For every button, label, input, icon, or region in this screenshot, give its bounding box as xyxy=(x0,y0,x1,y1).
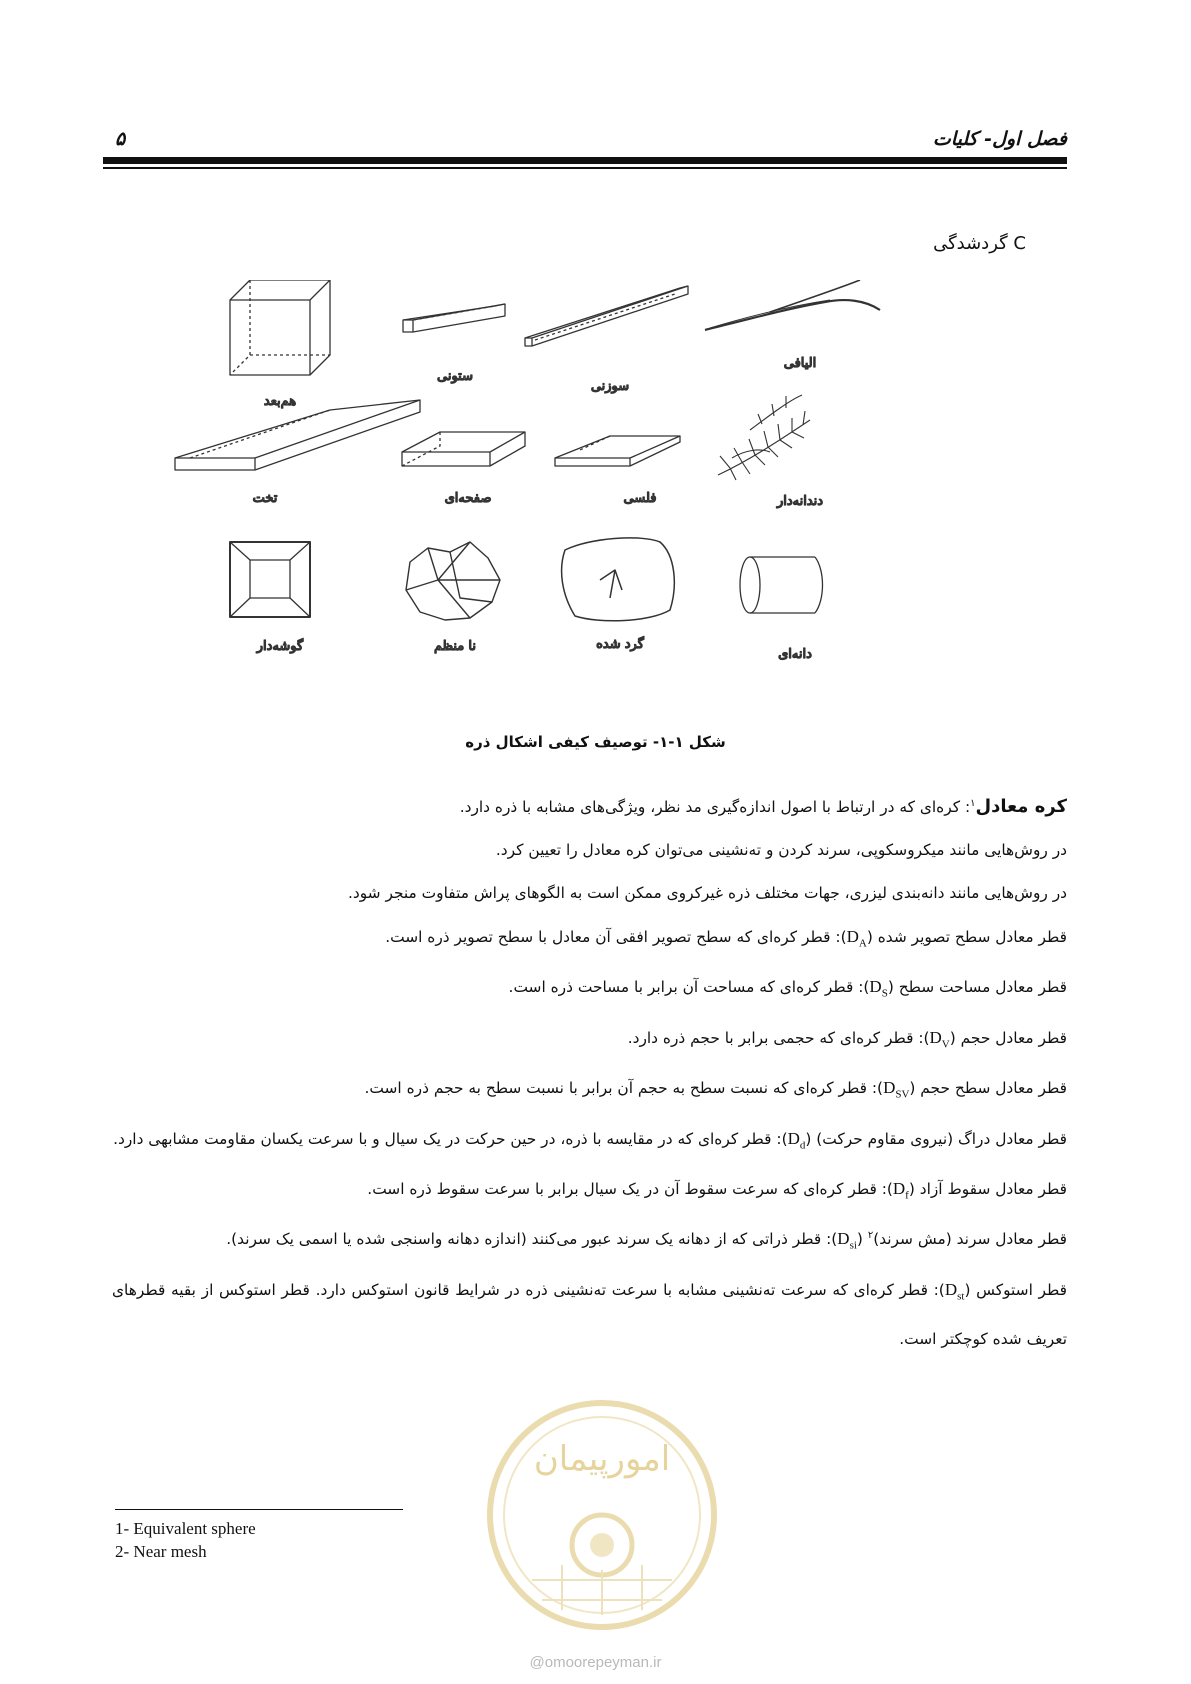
granular-shape xyxy=(740,557,823,613)
plate-shape xyxy=(402,432,525,466)
paragraph-free-fall: قطر معادل سقوط آزاد $(D_f)$: قطر کره‌ای که سرعت سقوط آن در یک سیال برابر با سرعت سقوط ذره است. xyxy=(367,1178,1067,1202)
irregular-shape xyxy=(406,542,500,620)
watermark-logo-text: امورپیمان xyxy=(533,1439,671,1479)
paragraph-equivalent-sphere: کره معادل$^۱$: کره‌ای که در ارتباط با اصول اندازه‌گیری مد نظر، ویژگی‌های مشابه با ذره دارد. xyxy=(459,796,1067,817)
watermark-logo xyxy=(482,1395,722,1635)
columnar-shape xyxy=(403,304,505,332)
cube-label: هم‌بعد xyxy=(263,394,297,409)
paragraph-methods: در روش‌هایی مانند میکروسکوپی، سرند کردن و ته‌نشینی می‌توان کره معادل را تعیین کرد. xyxy=(495,841,1067,859)
needle-shape xyxy=(525,286,688,346)
angular-shape xyxy=(230,542,310,617)
paragraph-sieve: قطر معادل سرند (مش سرند)$^۲$ $(D_{si})$: قطر ذراتی که از دهانه یک سرند عبور می‌کنند (اندازه دهانه واسنجی شده یا اسمی یک سرند). xyxy=(226,1229,1067,1252)
header-rule-thick xyxy=(103,157,1067,164)
body-text xyxy=(112,785,1067,1361)
flat-shape xyxy=(175,400,420,470)
columnar-label: ستونی xyxy=(437,369,473,384)
paragraph-surface-volume: قطر معادل سطح حجم $(D_{SV})$: قطر کره‌ای که نسبت سطح به حجم آن برابر با نسبت سطح به حجم ذره است. xyxy=(364,1078,1067,1101)
angular-label: گوشه‌دار xyxy=(256,639,304,654)
flaky-shape xyxy=(555,436,680,466)
cube-shape xyxy=(230,280,330,375)
flaky-label: فلسی xyxy=(623,491,657,506)
needle-label: سوزنی xyxy=(590,379,630,394)
flat-label: تخت xyxy=(252,491,278,506)
rounded-shape xyxy=(562,538,675,621)
paragraph-surface-area: قطر معادل مساحت سطح $(D_S)$: قطر کره‌ای که مساحت آن برابر با مساحت ذره است. xyxy=(508,977,1067,1000)
header-rule-thin xyxy=(103,167,1067,169)
paragraph-drag: قطر معادل دراگ (نیروی مقاوم حرکت) $(D_d)$: قطر کره‌ای که در مقایسه با ذره، در حین حرکت در یک سیال و با سرعت یکسان مقاومت مشابهی دارد. xyxy=(113,1128,1067,1151)
footnote-rule xyxy=(115,1509,403,1510)
irregular-label: نا منظم xyxy=(434,639,476,654)
chapter-title: فصل اول- کلیات xyxy=(932,128,1067,150)
footnote-2: 2- Near mesh xyxy=(115,1542,207,1561)
fibrous-shape xyxy=(705,280,880,330)
section-heading: C گردشدگی xyxy=(933,233,1026,254)
footnote-ref-1: ۱ xyxy=(970,797,976,809)
dendritic-shape xyxy=(718,395,810,480)
plate-label: صفحه‌ای xyxy=(444,491,492,506)
granular-label: دانه‌ای xyxy=(778,647,812,662)
rounded-label: گرد شده xyxy=(596,637,644,652)
term-equivalent-sphere: کره معادل xyxy=(975,796,1067,817)
page-number: ۵ xyxy=(115,128,126,150)
paragraph-projected-area: قطر معادل سطح تصویر شده $(D_A)$: قطر کره‌ای که سطح تصویر افقی آن معادل با سطح تصویر ذره است. xyxy=(385,927,1067,950)
footnote-ref-2: ۲ xyxy=(867,1230,874,1242)
particle-shapes-figure xyxy=(170,280,970,720)
figure-caption: شکل ۱-۱- توصیف کیفی اشکال ذره xyxy=(465,733,726,751)
dendritic-label: دندانه‌دار xyxy=(776,494,824,509)
fibrous-label: الیافی xyxy=(783,356,817,371)
footnotes xyxy=(115,1517,256,1563)
watermark-url: @omoorepeyman.ir xyxy=(529,1654,662,1671)
paragraph-stokes: قطر استوکس $(D_{st})$: قطر کره‌ای که سرعت ته‌نشینی مشابه با سرعت ته‌نشینی ذره در شرایط قانون استوکس دارد. قطر استوکس از بقیه قطرهای تعریف شده کوچکتر است. xyxy=(112,1279,1067,1349)
paragraph-volume: قطر معادل حجم $(D_V)$: قطر کره‌ای که حجمی برابر با حجم ذره دارد. xyxy=(627,1027,1067,1051)
paragraph-laser: در روش‌هایی مانند دانه‌بندی لیزری، جهات مختلف ذره غیرکروی ممکن است به الگوهای پراش متفاوت منجر شود. xyxy=(347,884,1067,902)
footnote-1: 1- Equivalent sphere xyxy=(115,1519,256,1538)
